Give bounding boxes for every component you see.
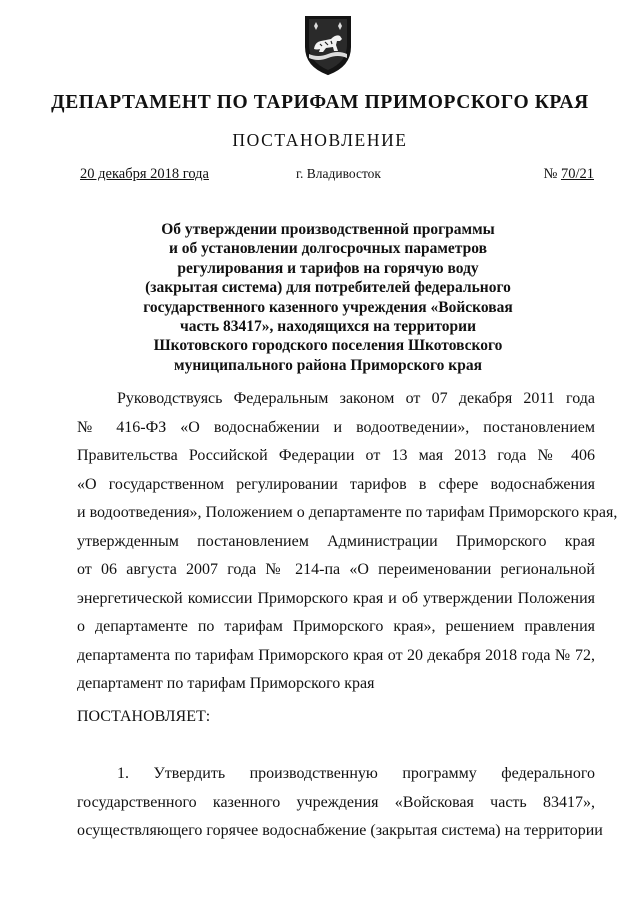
- preamble-line: № 416-ФЗ «О водоснабжении и водоотведении», постановлением: [77, 418, 595, 436]
- preamble-line: «О государственном регулировании тарифов в сфере водоснабжения: [77, 475, 595, 493]
- preamble-line: департамент по тарифам Приморского края: [77, 675, 375, 692]
- preamble-line: энергетической комиссии Приморского края и об утверждении Положения: [77, 589, 595, 607]
- item-1-paragraph: [77, 760, 603, 846]
- number-prefix: №: [543, 166, 558, 182]
- number-value: 70/21: [560, 166, 594, 182]
- heading-line: государственного казенного учреждения «Войсковая: [143, 298, 513, 316]
- heading-line: часть 83417», находящихся на территории: [180, 318, 476, 336]
- item-line: осуществляющего горячее водоснабжение (закрытая система) на территории: [77, 822, 603, 839]
- preamble-line: утвержденным постановлением Администрации Приморского края: [77, 532, 595, 550]
- document-number: [544, 166, 595, 183]
- item-line: 1. Утвердить производственную программу федерального: [117, 765, 595, 782]
- heading-line: Шкотовского городского поселения Шкотовского: [153, 337, 503, 355]
- document-date: 20 декабря 2018 года: [80, 166, 209, 182]
- heading-line: регулирования и тарифов на горячую воду: [177, 259, 479, 277]
- document-city: г. Владивосток: [296, 166, 381, 181]
- coat-of-arms-icon: [301, 14, 355, 76]
- heading-line: муниципального района Приморского края: [174, 356, 482, 374]
- preamble-line: Руководствуясь Федеральным законом от 07 декабря 2011 года: [117, 390, 595, 407]
- document-type: ПОСТАНОВЛЕНИЕ: [232, 130, 408, 150]
- preamble-line: Правительства Российской Федерации от 13 мая 2013 года № 406: [77, 447, 595, 464]
- document-heading: [110, 220, 546, 375]
- preamble-line: департамента по тарифам Приморского края от 20 декабря 2018 года № 72,: [77, 646, 595, 664]
- preamble-line: от 06 августа 2007 года № 214-па «О переименовании региональной: [77, 561, 595, 578]
- heading-line: Об утверждении производственной программы: [161, 221, 495, 238]
- department-title: ДЕПАРТАМЕНТ ПО ТАРИФАМ ПРИМОРСКОГО КРАЯ: [51, 92, 589, 113]
- heading-line: и об установлении долгосрочных параметров: [169, 240, 487, 258]
- resolves-heading: ПОСТАНОВЛЯЕТ:: [77, 708, 211, 725]
- item-line: государственного казенного учреждения «Войсковая часть 83417»,: [77, 793, 595, 811]
- preamble-line: о департаменте по тарифам Приморского края», решением правления: [77, 618, 595, 635]
- preamble-line: и водоотведения», Положением о департаменте по тарифам Приморского края,: [77, 504, 618, 521]
- preamble-paragraph: [77, 385, 618, 699]
- heading-line: (закрытая система) для потребителей федерального: [145, 279, 511, 297]
